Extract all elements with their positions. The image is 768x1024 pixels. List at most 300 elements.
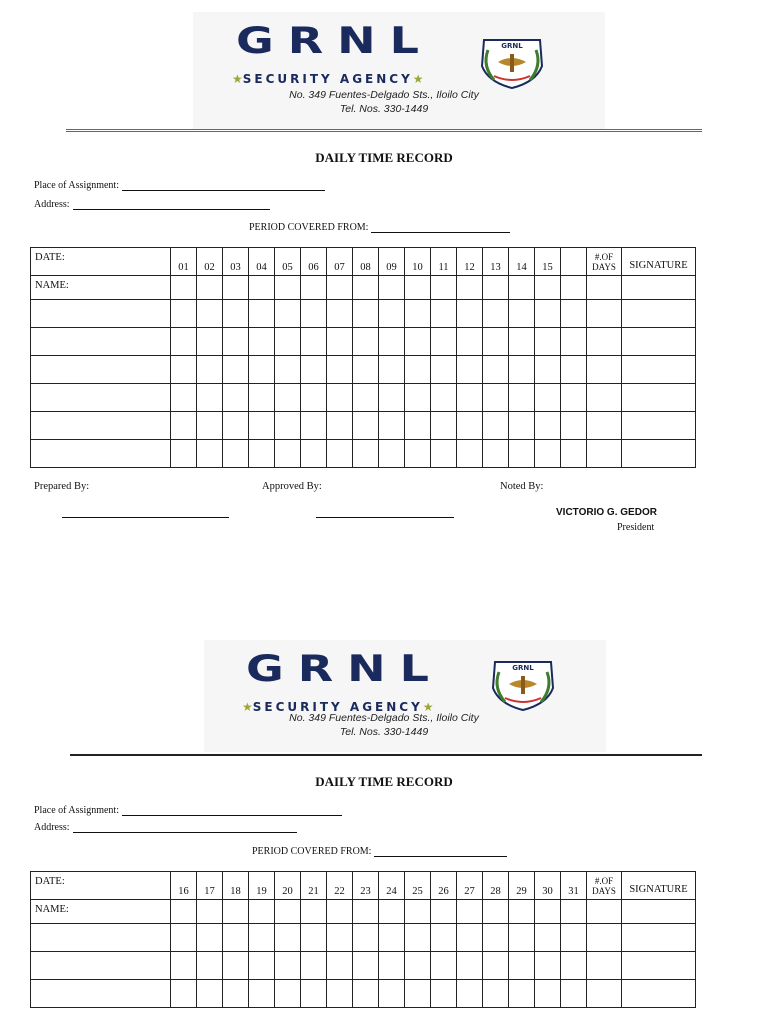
day-header: 07 [327, 248, 353, 276]
day-header: 18 [223, 872, 249, 900]
days-count-label-2: DAYS [592, 261, 616, 272]
table-cell[interactable] [535, 440, 561, 468]
table-cell[interactable] [483, 384, 509, 412]
company-logo-text: GRNL [236, 18, 433, 62]
table-cell[interactable] [509, 384, 535, 412]
table-cell[interactable] [353, 980, 379, 1008]
company-badge-icon [476, 36, 548, 90]
table-header-row [31, 248, 696, 276]
table-row [31, 980, 696, 1008]
address-input[interactable] [73, 200, 270, 210]
table-cell[interactable] [223, 900, 249, 924]
table-cell[interactable] [171, 328, 197, 356]
table-cell[interactable] [535, 924, 561, 952]
table-cell[interactable] [431, 384, 457, 412]
table-cell[interactable] [249, 384, 275, 412]
table-cell[interactable] [622, 900, 696, 924]
table-cell[interactable] [622, 356, 696, 384]
time-record-table [30, 247, 696, 468]
table-cell[interactable] [197, 356, 223, 384]
table-cell[interactable] [197, 328, 223, 356]
table-cell[interactable] [301, 328, 327, 356]
table-cell[interactable] [535, 412, 561, 440]
table-header-row [31, 872, 696, 900]
president-title: President [617, 522, 655, 533]
day-header: 23 [353, 872, 379, 900]
table-cell[interactable] [275, 900, 301, 924]
table-cell[interactable] [379, 440, 405, 468]
name-cell[interactable] [31, 356, 171, 384]
table-cell[interactable] [327, 924, 353, 952]
period-covered-input[interactable] [371, 223, 510, 233]
table-cell[interactable] [379, 980, 405, 1008]
name-header: NAME: [31, 900, 171, 924]
table-cell[interactable] [171, 440, 197, 468]
table-cell[interactable] [223, 440, 249, 468]
table-cell[interactable] [431, 440, 457, 468]
table-cell[interactable] [561, 276, 587, 300]
table-cell[interactable] [171, 980, 197, 1008]
table-cell[interactable] [457, 276, 483, 300]
table-cell[interactable] [249, 276, 275, 300]
time-record-table [30, 871, 696, 1008]
day-header: 01 [171, 248, 197, 276]
table-cell[interactable] [509, 924, 535, 952]
table-cell[interactable] [457, 924, 483, 952]
period-covered-field [249, 222, 510, 233]
table-row [31, 440, 696, 468]
table-cell[interactable] [561, 952, 587, 980]
day-header: 15 [535, 248, 561, 276]
address-label: Address: [34, 199, 70, 210]
table-cell[interactable] [535, 356, 561, 384]
date-header: DATE: [31, 248, 171, 276]
table-cell[interactable] [431, 412, 457, 440]
day-header: 19 [249, 872, 275, 900]
table-cell[interactable] [509, 980, 535, 1008]
name-header: NAME: [31, 276, 171, 300]
table-cell[interactable] [405, 980, 431, 1008]
address-input[interactable] [73, 823, 297, 833]
table-cell[interactable] [301, 440, 327, 468]
table-cell[interactable] [249, 440, 275, 468]
table-cell[interactable] [223, 412, 249, 440]
day-header: 24 [379, 872, 405, 900]
period-covered-label: PERIOD COVERED FROM: [252, 846, 372, 857]
table-cell[interactable] [275, 440, 301, 468]
table-row [31, 900, 696, 924]
table-cell[interactable] [509, 356, 535, 384]
table-cell[interactable] [223, 924, 249, 952]
table-cell[interactable] [249, 300, 275, 328]
table-cell[interactable] [483, 412, 509, 440]
day-header: 04 [249, 248, 275, 276]
table-cell[interactable] [587, 276, 622, 300]
company-address: No. 349 Fuentes-Delgado Sts., Iloilo City [289, 89, 479, 101]
table-cell[interactable] [353, 440, 379, 468]
table-cell[interactable] [171, 384, 197, 412]
table-cell[interactable] [535, 300, 561, 328]
form-title: DAILY TIME RECORD [315, 150, 453, 165]
table-cell[interactable] [275, 412, 301, 440]
table-cell[interactable] [561, 328, 587, 356]
table-cell[interactable] [535, 276, 561, 300]
noted-by-label: Noted By: [500, 481, 544, 492]
table-cell[interactable] [587, 356, 622, 384]
table-cell[interactable] [275, 384, 301, 412]
table-cell[interactable] [457, 300, 483, 328]
table-cell[interactable] [171, 900, 197, 924]
name-cell[interactable] [31, 412, 171, 440]
table-row [31, 328, 696, 356]
table-cell[interactable] [327, 440, 353, 468]
table-cell[interactable] [223, 384, 249, 412]
president-name: VICTORIO G. GEDOR [556, 507, 657, 518]
name-cell[interactable] [31, 328, 171, 356]
table-cell[interactable] [197, 276, 223, 300]
table-cell[interactable] [171, 412, 197, 440]
table-cell[interactable] [275, 924, 301, 952]
company-badge-icon [486, 658, 560, 712]
table-cell[interactable] [622, 300, 696, 328]
table-cell[interactable] [301, 900, 327, 924]
table-cell[interactable] [483, 440, 509, 468]
table-cell[interactable] [275, 328, 301, 356]
day-header: 27 [457, 872, 483, 900]
table-cell[interactable] [405, 412, 431, 440]
day-header: 05 [275, 248, 301, 276]
table-cell[interactable] [379, 300, 405, 328]
table-cell[interactable] [622, 952, 696, 980]
table-cell[interactable] [171, 924, 197, 952]
table-cell[interactable] [353, 900, 379, 924]
table-cell[interactable] [301, 412, 327, 440]
table-cell[interactable] [457, 412, 483, 440]
day-header: 14 [509, 248, 535, 276]
table-cell[interactable] [431, 328, 457, 356]
table-cell[interactable] [587, 440, 622, 468]
table-cell[interactable] [223, 952, 249, 980]
day-header: 20 [275, 872, 301, 900]
table-cell[interactable] [197, 440, 223, 468]
table-cell[interactable] [301, 384, 327, 412]
star-icon: ★ [232, 72, 243, 86]
table-cell[interactable] [353, 300, 379, 328]
address-label: Address: [34, 822, 70, 833]
table-cell[interactable] [535, 328, 561, 356]
table-cell[interactable] [353, 924, 379, 952]
day-header: 12 [457, 248, 483, 276]
table-cell[interactable] [275, 952, 301, 980]
table-cell[interactable] [431, 276, 457, 300]
period-covered-input[interactable] [374, 847, 507, 857]
table-cell[interactable] [301, 980, 327, 1008]
table-cell[interactable] [249, 924, 275, 952]
place-of-assignment-label: Place of Assignment: [34, 805, 119, 816]
table-cell[interactable] [223, 328, 249, 356]
place-of-assignment-field [34, 805, 342, 816]
address-field [34, 822, 297, 833]
table-cell[interactable] [457, 952, 483, 980]
table-cell[interactable] [587, 412, 622, 440]
table-cell[interactable] [197, 300, 223, 328]
table-cell[interactable] [197, 952, 223, 980]
table-cell[interactable] [561, 356, 587, 384]
table-cell[interactable] [431, 356, 457, 384]
table-cell[interactable] [431, 980, 457, 1008]
table-cell[interactable] [171, 952, 197, 980]
table-row [31, 356, 696, 384]
table-row [31, 412, 696, 440]
table-cell[interactable] [587, 900, 622, 924]
table-cell[interactable] [327, 412, 353, 440]
table-cell[interactable] [561, 300, 587, 328]
table-cell[interactable] [379, 412, 405, 440]
table-cell[interactable] [457, 900, 483, 924]
table-cell[interactable] [379, 952, 405, 980]
table-cell[interactable] [275, 300, 301, 328]
star-icon: ★ [242, 700, 253, 714]
day-header: 13 [483, 248, 509, 276]
table-cell[interactable] [353, 384, 379, 412]
period-covered-field [252, 846, 507, 857]
table-cell[interactable] [197, 412, 223, 440]
table-cell[interactable] [535, 384, 561, 412]
table-cell[interactable] [509, 328, 535, 356]
address-field [34, 199, 270, 210]
table-cell[interactable] [483, 924, 509, 952]
table-cell[interactable] [561, 924, 587, 952]
table-cell[interactable] [561, 900, 587, 924]
table-cell[interactable] [353, 276, 379, 300]
table-cell[interactable] [379, 276, 405, 300]
table-cell[interactable] [379, 384, 405, 412]
table-cell[interactable] [249, 900, 275, 924]
table-cell[interactable] [405, 900, 431, 924]
table-cell[interactable] [301, 356, 327, 384]
table-cell[interactable] [327, 900, 353, 924]
form-title: DAILY TIME RECORD [315, 774, 453, 789]
table-cell[interactable] [327, 980, 353, 1008]
table-cell[interactable] [561, 980, 587, 1008]
table-cell[interactable] [622, 384, 696, 412]
header-divider [66, 129, 702, 132]
star-icon: ★ [412, 72, 424, 86]
approved-by-signature-line[interactable] [316, 517, 454, 518]
table-cell[interactable] [327, 300, 353, 328]
table-cell[interactable] [587, 924, 622, 952]
days-count-header [587, 248, 622, 276]
table-cell[interactable] [509, 900, 535, 924]
table-cell[interactable] [301, 924, 327, 952]
table-cell[interactable] [622, 276, 696, 300]
day-header: 10 [405, 248, 431, 276]
table-cell[interactable] [405, 952, 431, 980]
table-cell[interactable] [622, 924, 696, 952]
table-cell[interactable] [509, 300, 535, 328]
place-of-assignment-input[interactable] [122, 181, 325, 191]
day-header: 16 [171, 872, 197, 900]
table-cell[interactable] [379, 328, 405, 356]
table-cell[interactable] [622, 412, 696, 440]
table-cell[interactable] [301, 300, 327, 328]
table-cell[interactable] [197, 924, 223, 952]
table-cell[interactable] [249, 980, 275, 1008]
name-cell[interactable] [31, 300, 171, 328]
table-cell[interactable] [457, 440, 483, 468]
table-cell[interactable] [353, 328, 379, 356]
table-cell[interactable] [457, 384, 483, 412]
table-cell[interactable] [405, 356, 431, 384]
day-header: 22 [327, 872, 353, 900]
table-cell[interactable] [249, 356, 275, 384]
table-cell[interactable] [249, 328, 275, 356]
table-cell[interactable] [483, 300, 509, 328]
table-cell[interactable] [483, 328, 509, 356]
table-cell[interactable] [353, 356, 379, 384]
day-header: 08 [353, 248, 379, 276]
day-header: 21 [301, 872, 327, 900]
table-cell[interactable] [561, 412, 587, 440]
table-cell[interactable] [249, 952, 275, 980]
day-header: 11 [431, 248, 457, 276]
day-header: 03 [223, 248, 249, 276]
prepared-by-signature-line[interactable] [62, 517, 229, 518]
approved-by-label: Approved By: [262, 481, 322, 492]
table-cell[interactable] [353, 952, 379, 980]
table-cell[interactable] [171, 356, 197, 384]
table-cell[interactable] [431, 924, 457, 952]
table-cell[interactable] [587, 328, 622, 356]
table-cell[interactable] [535, 952, 561, 980]
table-cell[interactable] [223, 300, 249, 328]
table-cell[interactable] [587, 980, 622, 1008]
table-cell[interactable] [509, 952, 535, 980]
table-cell[interactable] [622, 980, 696, 1008]
table-cell[interactable] [509, 412, 535, 440]
table-cell[interactable] [223, 356, 249, 384]
table-cell[interactable] [457, 328, 483, 356]
table-cell[interactable] [249, 412, 275, 440]
table-cell[interactable] [622, 328, 696, 356]
day-header: 30 [535, 872, 561, 900]
days-count-header [587, 872, 622, 900]
table-cell[interactable] [561, 440, 587, 468]
table-cell[interactable] [483, 276, 509, 300]
table-cell[interactable] [509, 440, 535, 468]
table-cell[interactable] [431, 900, 457, 924]
table-cell[interactable] [457, 356, 483, 384]
table-cell[interactable] [405, 384, 431, 412]
table-cell[interactable] [327, 384, 353, 412]
table-cell[interactable] [535, 980, 561, 1008]
table-cell[interactable] [353, 412, 379, 440]
table-cell[interactable] [275, 276, 301, 300]
day-header: 28 [483, 872, 509, 900]
date-header: DATE: [31, 872, 171, 900]
name-cell[interactable] [31, 384, 171, 412]
table-cell[interactable] [379, 900, 405, 924]
table-cell[interactable] [223, 276, 249, 300]
table-cell[interactable] [197, 980, 223, 1008]
day-header: 06 [301, 248, 327, 276]
table-cell[interactable] [301, 276, 327, 300]
name-cell[interactable] [31, 440, 171, 468]
place-of-assignment-input[interactable] [122, 806, 342, 816]
place-of-assignment-field [34, 180, 325, 191]
name-cell[interactable] [31, 924, 171, 952]
table-row [31, 952, 696, 980]
agency-label: SECURITY AGENCY [252, 700, 423, 714]
table-cell[interactable] [275, 980, 301, 1008]
badge-text: GRNL [501, 42, 523, 50]
table-cell[interactable] [405, 300, 431, 328]
company-agency-text [232, 72, 424, 86]
company-tel: Tel. Nos. 330-1449 [339, 726, 429, 738]
table-cell[interactable] [405, 276, 431, 300]
days-count-label-2: DAYS [592, 885, 616, 896]
table-row [31, 384, 696, 412]
table-cell[interactable] [197, 384, 223, 412]
table-cell[interactable] [301, 952, 327, 980]
table-cell[interactable] [405, 440, 431, 468]
day-header: 17 [197, 872, 223, 900]
table-cell[interactable] [327, 276, 353, 300]
table-cell[interactable] [431, 952, 457, 980]
day-header: 02 [197, 248, 223, 276]
table-cell[interactable] [223, 980, 249, 1008]
days-count-label-1: #.OF [594, 251, 614, 262]
table-cell[interactable] [275, 356, 301, 384]
table-cell[interactable] [483, 900, 509, 924]
table-cell[interactable] [379, 924, 405, 952]
days-count-label-1: #.OF [594, 875, 614, 886]
table-cell[interactable] [483, 356, 509, 384]
table-cell[interactable] [587, 384, 622, 412]
table-cell[interactable] [405, 924, 431, 952]
table-cell[interactable] [405, 328, 431, 356]
table-cell[interactable] [327, 356, 353, 384]
table-cell[interactable] [327, 328, 353, 356]
table-cell[interactable] [587, 300, 622, 328]
table-cell[interactable] [457, 980, 483, 1008]
table-cell[interactable] [622, 440, 696, 468]
day-header: 31 [561, 872, 587, 900]
table-cell[interactable] [431, 300, 457, 328]
table-row [31, 276, 696, 300]
letterhead [0, 628, 768, 758]
table-cell[interactable] [483, 952, 509, 980]
badge-text: GRNL [512, 664, 534, 672]
day-header [561, 248, 587, 276]
table-cell[interactable] [171, 276, 197, 300]
table-cell[interactable] [197, 900, 223, 924]
table-cell[interactable] [379, 356, 405, 384]
signature-header: SIGNATURE [622, 872, 696, 900]
table-cell[interactable] [327, 952, 353, 980]
table-cell[interactable] [561, 384, 587, 412]
table-cell[interactable] [171, 300, 197, 328]
table-cell[interactable] [535, 900, 561, 924]
day-header: 09 [379, 248, 405, 276]
name-cell[interactable] [31, 952, 171, 980]
table-cell[interactable] [587, 952, 622, 980]
table-cell[interactable] [483, 980, 509, 1008]
table-cell[interactable] [509, 276, 535, 300]
day-header: 29 [509, 872, 535, 900]
company-address: No. 349 Fuentes-Delgado Sts., Iloilo City [289, 712, 479, 724]
name-cell[interactable] [31, 980, 171, 1008]
